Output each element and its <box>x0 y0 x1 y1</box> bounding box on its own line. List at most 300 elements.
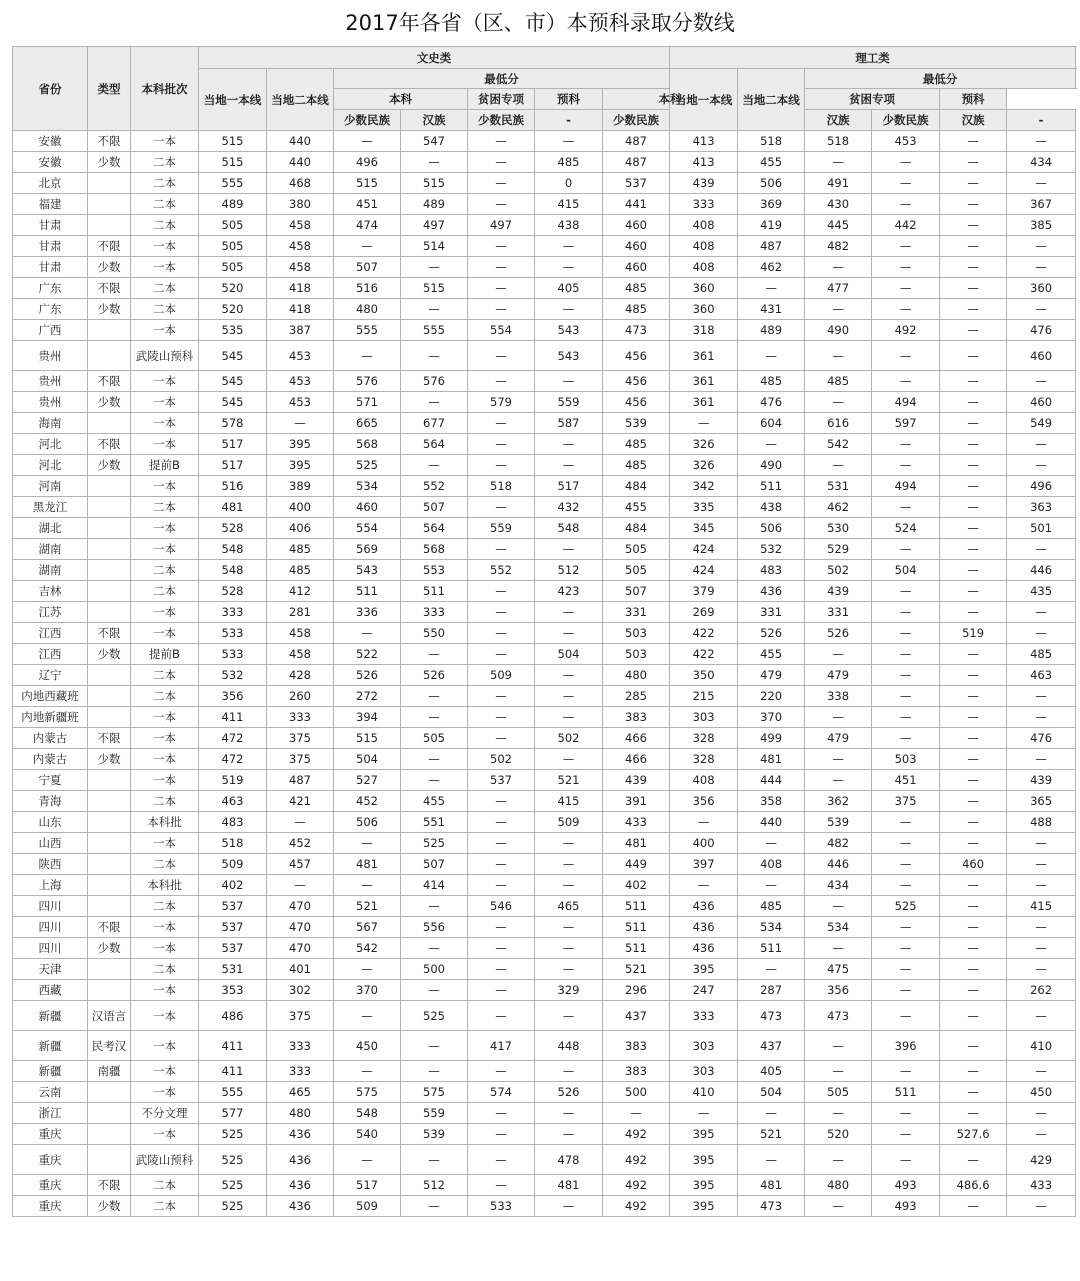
cell-lib-ug-minority: 509 <box>334 1196 401 1217</box>
cell-lib-ug-han: 559 <box>401 1103 468 1124</box>
group-liberal-arts: 文史类 <box>199 47 670 69</box>
table-row <box>13 1082 1076 1103</box>
cell-sci-line1: 383 <box>603 1031 670 1061</box>
cell-sci-poverty-minority: 451 <box>872 770 940 791</box>
cell-type <box>88 1103 131 1124</box>
cell-sci-poverty-han: — <box>940 539 1007 560</box>
table-row <box>13 644 1076 665</box>
cell-lib-line1: 533 <box>199 644 267 665</box>
cell-sci-line1: 460 <box>603 215 670 236</box>
cell-sci-poverty-han: — <box>940 938 1007 959</box>
cell-batch: 提前B <box>131 455 199 476</box>
cell-lib-line2: — <box>267 875 334 896</box>
cell-sci-ug-han: — <box>805 749 872 770</box>
cell-sci-line2: 345 <box>670 518 738 539</box>
cell-type: 少数 <box>88 152 131 173</box>
cell-sci-poverty-minority: — <box>872 917 940 938</box>
cell-lib-prep: — <box>535 1124 603 1145</box>
col-lib-line2: 当地二本线 <box>267 69 334 131</box>
cell-lib-prep: — <box>535 665 603 686</box>
cell-batch: 一本 <box>131 413 199 434</box>
cell-sci-line1: 439 <box>603 770 670 791</box>
cell-lib-line2: 333 <box>267 707 334 728</box>
cell-lib-line2: 487 <box>267 770 334 791</box>
cell-sci-prep: — <box>1007 1124 1076 1145</box>
cell-sci-poverty-minority: — <box>872 371 940 392</box>
cell-sci-line1: 466 <box>603 728 670 749</box>
cell-sci-line2: 247 <box>670 980 738 1001</box>
cell-lib-poverty-minority: — <box>468 1145 535 1175</box>
cell-lib-ug-minority: — <box>334 1001 401 1031</box>
cell-sci-ug-minority: 405 <box>738 1061 805 1082</box>
cell-sci-poverty-minority: — <box>872 278 940 299</box>
cell-province: 四川 <box>13 896 88 917</box>
cell-sci-line2: 328 <box>670 728 738 749</box>
cell-sci-line1: 433 <box>603 812 670 833</box>
cell-province: 重庆 <box>13 1124 88 1145</box>
cell-lib-ug-han: 553 <box>401 560 468 581</box>
cell-sci-poverty-han: 486.6 <box>940 1175 1007 1196</box>
cell-sci-ug-han: 430 <box>805 194 872 215</box>
group-science: 理工类 <box>670 47 1076 69</box>
cell-batch: 一本 <box>131 602 199 623</box>
table-row <box>13 980 1076 1001</box>
cell-lib-ug-minority: 575 <box>334 1082 401 1103</box>
cell-lib-line2: 453 <box>267 341 334 371</box>
cell-sci-line1: 449 <box>603 854 670 875</box>
cell-lib-ug-minority: 272 <box>334 686 401 707</box>
cell-lib-line2: 333 <box>267 1031 334 1061</box>
cell-type <box>88 413 131 434</box>
table-row <box>13 665 1076 686</box>
cell-sci-ug-minority: 485 <box>738 896 805 917</box>
cell-sci-poverty-minority: — <box>872 959 940 980</box>
cell-type: 不限 <box>88 371 131 392</box>
cell-lib-line2: 436 <box>267 1145 334 1175</box>
cell-type <box>88 707 131 728</box>
cell-lib-prep: — <box>535 434 603 455</box>
cell-sci-ug-minority: — <box>738 833 805 854</box>
cell-sci-prep: — <box>1007 938 1076 959</box>
cell-sci-line2: 395 <box>670 1145 738 1175</box>
cell-lib-ug-minority: 554 <box>334 518 401 539</box>
cell-lib-poverty-minority: — <box>468 1124 535 1145</box>
cell-sci-poverty-minority: — <box>872 173 940 194</box>
cell-sci-prep: 429 <box>1007 1145 1076 1175</box>
cell-sci-ug-minority: — <box>738 1145 805 1175</box>
cell-lib-poverty-minority: 533 <box>468 1196 535 1217</box>
cell-lib-line1: 545 <box>199 392 267 413</box>
cell-sci-line1: 492 <box>603 1124 670 1145</box>
cell-sci-ug-han: 434 <box>805 875 872 896</box>
cell-sci-line1: 492 <box>603 1196 670 1217</box>
cell-lib-poverty-minority: — <box>468 791 535 812</box>
cell-sci-prep: — <box>1007 707 1076 728</box>
cell-type <box>88 215 131 236</box>
cell-sci-poverty-minority: — <box>872 854 940 875</box>
cell-sci-poverty-han: — <box>940 602 1007 623</box>
cell-sci-line1: 511 <box>603 917 670 938</box>
cell-batch: 提前B <box>131 644 199 665</box>
cell-sci-prep: — <box>1007 623 1076 644</box>
table-row <box>13 770 1076 791</box>
cell-sci-poverty-han: — <box>940 194 1007 215</box>
cell-sci-poverty-minority: — <box>872 257 940 278</box>
cell-lib-prep: 438 <box>535 215 603 236</box>
cell-lib-line1: 411 <box>199 1061 267 1082</box>
cell-lib-line1: 528 <box>199 581 267 602</box>
cell-sci-ug-han: — <box>805 1103 872 1124</box>
cell-lib-ug-han: — <box>401 749 468 770</box>
table-row <box>13 896 1076 917</box>
cell-sci-poverty-minority: 453 <box>872 131 940 152</box>
cell-type: 不限 <box>88 131 131 152</box>
cell-lib-ug-han: 507 <box>401 497 468 518</box>
cell-sci-line2: 326 <box>670 434 738 455</box>
lib-poverty: 贫困专项 <box>468 89 535 110</box>
cell-sci-line1: 437 <box>603 1001 670 1031</box>
table-row <box>13 371 1076 392</box>
cell-batch: 一本 <box>131 371 199 392</box>
cell-lib-line2: 468 <box>267 173 334 194</box>
cell-sci-ug-minority: 476 <box>738 392 805 413</box>
cell-lib-poverty-minority: — <box>468 131 535 152</box>
cell-province: 上海 <box>13 875 88 896</box>
cell-batch: 一本 <box>131 476 199 497</box>
cell-sci-prep: 410 <box>1007 1031 1076 1061</box>
cell-type: 少数 <box>88 1196 131 1217</box>
cell-lib-poverty-minority: — <box>468 341 535 371</box>
cell-lib-line1: 509 <box>199 854 267 875</box>
cell-batch: 二本 <box>131 686 199 707</box>
cell-sci-poverty-han: — <box>940 299 1007 320</box>
cell-sci-prep: 435 <box>1007 581 1076 602</box>
cell-sci-poverty-han: — <box>940 518 1007 539</box>
cell-sci-line1: 296 <box>603 980 670 1001</box>
cell-sci-ug-han: 446 <box>805 854 872 875</box>
cell-province: 山东 <box>13 812 88 833</box>
cell-lib-ug-minority: 515 <box>334 728 401 749</box>
table-row <box>13 320 1076 341</box>
cell-type <box>88 770 131 791</box>
cell-lib-ug-han: 489 <box>401 194 468 215</box>
cell-sci-line1: 383 <box>603 1061 670 1082</box>
cell-province: 内蒙古 <box>13 749 88 770</box>
cell-sci-ug-han: 502 <box>805 560 872 581</box>
cell-lib-ug-han: — <box>401 896 468 917</box>
cell-lib-ug-minority: 525 <box>334 455 401 476</box>
cell-lib-ug-han: 550 <box>401 623 468 644</box>
cell-lib-poverty-minority: — <box>468 455 535 476</box>
cell-lib-line1: 548 <box>199 539 267 560</box>
cell-type <box>88 686 131 707</box>
cell-type <box>88 581 131 602</box>
cell-lib-ug-han: — <box>401 1196 468 1217</box>
table-row <box>13 236 1076 257</box>
cell-lib-line1: 517 <box>199 434 267 455</box>
table-row <box>13 917 1076 938</box>
cell-batch: 二本 <box>131 278 199 299</box>
cell-sci-poverty-han: — <box>940 959 1007 980</box>
cell-lib-line1: 505 <box>199 236 267 257</box>
cell-province: 云南 <box>13 1082 88 1103</box>
cell-sci-poverty-minority: — <box>872 1061 940 1082</box>
cell-lib-prep: 559 <box>535 392 603 413</box>
cell-lib-prep: — <box>535 539 603 560</box>
cell-lib-line2: 485 <box>267 560 334 581</box>
cell-lib-ug-han: 539 <box>401 1124 468 1145</box>
cell-sci-poverty-minority: — <box>872 833 940 854</box>
cell-lib-line2: 440 <box>267 131 334 152</box>
cell-sci-line1: 503 <box>603 644 670 665</box>
cell-lib-line2: 401 <box>267 959 334 980</box>
cell-batch: 一本 <box>131 320 199 341</box>
cell-sci-prep: — <box>1007 686 1076 707</box>
cell-lib-ug-han: 568 <box>401 539 468 560</box>
cell-sci-line2: 303 <box>670 707 738 728</box>
cell-batch: 一本 <box>131 1124 199 1145</box>
cell-sci-poverty-han: — <box>940 131 1007 152</box>
cell-sci-ug-han: 616 <box>805 413 872 434</box>
cell-lib-line2: 470 <box>267 938 334 959</box>
cell-sci-line2: 395 <box>670 959 738 980</box>
cell-province: 贵州 <box>13 341 88 371</box>
cell-sci-ug-han: 482 <box>805 236 872 257</box>
cell-lib-prep: 465 <box>535 896 603 917</box>
cell-type <box>88 1082 131 1103</box>
cell-lib-line2: 260 <box>267 686 334 707</box>
cell-lib-prep: 432 <box>535 497 603 518</box>
cell-lib-prep: — <box>535 959 603 980</box>
cell-sci-poverty-minority: — <box>872 434 940 455</box>
sci-undergrad-minority: 少数民族 <box>603 110 670 131</box>
cell-lib-prep: — <box>535 938 603 959</box>
cell-type <box>88 833 131 854</box>
cell-lib-line1: 402 <box>199 875 267 896</box>
cell-province: 内蒙古 <box>13 728 88 749</box>
cell-sci-prep: — <box>1007 131 1076 152</box>
cell-lib-ug-han: — <box>401 1145 468 1175</box>
cell-batch: 二本 <box>131 665 199 686</box>
cell-sci-poverty-minority: 511 <box>872 1082 940 1103</box>
cell-province: 陕西 <box>13 854 88 875</box>
cell-type <box>88 1145 131 1175</box>
cell-type <box>88 539 131 560</box>
cell-lib-ug-minority: — <box>334 236 401 257</box>
cell-province: 湖南 <box>13 560 88 581</box>
cell-lib-line2: 470 <box>267 917 334 938</box>
cell-sci-ug-han: 490 <box>805 320 872 341</box>
cell-lib-ug-han: 414 <box>401 875 468 896</box>
cell-sci-ug-han: — <box>805 299 872 320</box>
cell-province: 湖南 <box>13 539 88 560</box>
cell-sci-poverty-han: — <box>940 728 1007 749</box>
cell-type: 汉语言 <box>88 1001 131 1031</box>
cell-lib-line1: 486 <box>199 1001 267 1031</box>
cell-sci-line2: 342 <box>670 476 738 497</box>
cell-sci-prep: — <box>1007 875 1076 896</box>
cell-lib-line2: — <box>267 812 334 833</box>
cell-sci-poverty-han: — <box>940 392 1007 413</box>
cell-lib-ug-minority: 496 <box>334 152 401 173</box>
cell-sci-ug-minority: 408 <box>738 854 805 875</box>
cell-lib-line2: 406 <box>267 518 334 539</box>
cell-province: 四川 <box>13 917 88 938</box>
cell-sci-line1: 480 <box>603 665 670 686</box>
cell-sci-poverty-minority: — <box>872 341 940 371</box>
cell-lib-prep: — <box>535 707 603 728</box>
table-row <box>13 413 1076 434</box>
cell-sci-line2: 215 <box>670 686 738 707</box>
cell-lib-prep: — <box>535 1061 603 1082</box>
cell-type: 少数 <box>88 644 131 665</box>
cell-sci-poverty-han: — <box>940 320 1007 341</box>
cell-sci-poverty-han: — <box>940 173 1007 194</box>
cell-lib-line1: 525 <box>199 1196 267 1217</box>
cell-lib-poverty-minority: — <box>468 581 535 602</box>
cell-lib-ug-han: 525 <box>401 833 468 854</box>
cell-sci-prep: 485 <box>1007 644 1076 665</box>
cell-sci-ug-han: — <box>805 392 872 413</box>
cell-province: 新疆 <box>13 1001 88 1031</box>
cell-sci-line2: 424 <box>670 539 738 560</box>
cell-province: 北京 <box>13 173 88 194</box>
cell-sci-ug-han: 520 <box>805 1124 872 1145</box>
cell-lib-poverty-minority: — <box>468 728 535 749</box>
table-row <box>13 1124 1076 1145</box>
cell-sci-line1: 460 <box>603 236 670 257</box>
cell-province: 天津 <box>13 959 88 980</box>
cell-lib-line1: 505 <box>199 257 267 278</box>
table-row <box>13 791 1076 812</box>
cell-lib-ug-han: 576 <box>401 371 468 392</box>
cell-lib-poverty-minority: — <box>468 707 535 728</box>
cell-sci-ug-han: 531 <box>805 476 872 497</box>
col-sci-line1: 当地一本线 <box>670 69 738 131</box>
cell-lib-poverty-minority: — <box>468 833 535 854</box>
cell-sci-line2: 408 <box>670 770 738 791</box>
cell-batch: 本科批 <box>131 875 199 896</box>
cell-batch: 一本 <box>131 770 199 791</box>
table-row <box>13 152 1076 173</box>
cell-province: 甘肃 <box>13 257 88 278</box>
cell-lib-prep: — <box>535 1001 603 1031</box>
cell-lib-ug-han: — <box>401 938 468 959</box>
cell-lib-poverty-minority: — <box>468 854 535 875</box>
cell-lib-line2: 485 <box>267 539 334 560</box>
cell-type: 少数 <box>88 299 131 320</box>
cell-lib-ug-han: 497 <box>401 215 468 236</box>
cell-lib-poverty-minority: 497 <box>468 215 535 236</box>
cell-sci-prep: 415 <box>1007 896 1076 917</box>
cell-lib-poverty-minority: 509 <box>468 665 535 686</box>
cell-sci-line2: 408 <box>670 215 738 236</box>
cell-lib-ug-minority: 576 <box>334 371 401 392</box>
cell-batch: 一本 <box>131 980 199 1001</box>
table-row <box>13 215 1076 236</box>
cell-sci-poverty-minority: 504 <box>872 560 940 581</box>
cell-sci-ug-han: 530 <box>805 518 872 539</box>
cell-lib-ug-han: — <box>401 257 468 278</box>
cell-lib-line2: 458 <box>267 623 334 644</box>
col-province: 省份 <box>13 47 88 131</box>
cell-sci-ug-han: — <box>805 644 872 665</box>
cell-sci-poverty-han: — <box>940 896 1007 917</box>
cell-sci-line2: 361 <box>670 371 738 392</box>
cell-sci-ug-minority: — <box>738 278 805 299</box>
cell-lib-ug-minority: 506 <box>334 812 401 833</box>
table-row <box>13 1196 1076 1217</box>
cell-sci-prep: 434 <box>1007 152 1076 173</box>
cell-batch: 二本 <box>131 173 199 194</box>
cell-lib-poverty-minority: 574 <box>468 1082 535 1103</box>
cell-lib-ug-han: 514 <box>401 236 468 257</box>
cell-sci-line2: 326 <box>670 455 738 476</box>
cell-type: 南疆 <box>88 1061 131 1082</box>
cell-sci-ug-minority: 462 <box>738 257 805 278</box>
cell-lib-poverty-minority: — <box>468 959 535 980</box>
table-row <box>13 434 1076 455</box>
cell-lib-ug-han: 564 <box>401 434 468 455</box>
cell-province: 辽宁 <box>13 665 88 686</box>
cell-sci-ug-han: 505 <box>805 1082 872 1103</box>
cell-province: 江西 <box>13 623 88 644</box>
cell-province: 四川 <box>13 938 88 959</box>
cell-sci-ug-minority: 485 <box>738 371 805 392</box>
cell-lib-line1: 518 <box>199 833 267 854</box>
cell-lib-ug-han: 511 <box>401 581 468 602</box>
cell-lib-line1: 519 <box>199 770 267 791</box>
cell-sci-ug-minority: 481 <box>738 1175 805 1196</box>
table-row <box>13 749 1076 770</box>
cell-lib-ug-han: 564 <box>401 518 468 539</box>
cell-lib-prep: 502 <box>535 728 603 749</box>
cell-province: 新疆 <box>13 1061 88 1082</box>
cell-sci-poverty-han: — <box>940 791 1007 812</box>
cell-lib-ug-minority: 527 <box>334 770 401 791</box>
cell-province: 黑龙江 <box>13 497 88 518</box>
cell-sci-ug-minority: 518 <box>738 131 805 152</box>
cell-lib-ug-minority: 571 <box>334 392 401 413</box>
cell-sci-poverty-minority: — <box>872 728 940 749</box>
cell-province: 广东 <box>13 278 88 299</box>
cell-lib-line1: 411 <box>199 1031 267 1061</box>
cell-type <box>88 518 131 539</box>
cell-lib-ug-han: 500 <box>401 959 468 980</box>
cell-sci-poverty-han: — <box>940 1196 1007 1217</box>
cell-lib-line2: 436 <box>267 1175 334 1196</box>
cell-sci-line1: 456 <box>603 371 670 392</box>
cell-sci-ug-han: — <box>805 341 872 371</box>
lib-undergrad-han: 汉族 <box>401 110 468 131</box>
cell-lib-poverty-minority: — <box>468 812 535 833</box>
cell-batch: 二本 <box>131 854 199 875</box>
cell-sci-poverty-minority: — <box>872 665 940 686</box>
cell-lib-prep: — <box>535 455 603 476</box>
cell-sci-prep: — <box>1007 917 1076 938</box>
cell-lib-ug-han: 515 <box>401 278 468 299</box>
cell-sci-poverty-minority: — <box>872 539 940 560</box>
cell-lib-poverty-minority: — <box>468 917 535 938</box>
cell-sci-prep: 450 <box>1007 1082 1076 1103</box>
cell-batch: 二本 <box>131 152 199 173</box>
cell-sci-line2: — <box>670 1103 738 1124</box>
cell-sci-line1: 492 <box>603 1175 670 1196</box>
cell-sci-ug-minority: 444 <box>738 770 805 791</box>
cell-lib-line2: 380 <box>267 194 334 215</box>
cell-lib-ug-han: 515 <box>401 173 468 194</box>
cell-sci-prep: 385 <box>1007 215 1076 236</box>
